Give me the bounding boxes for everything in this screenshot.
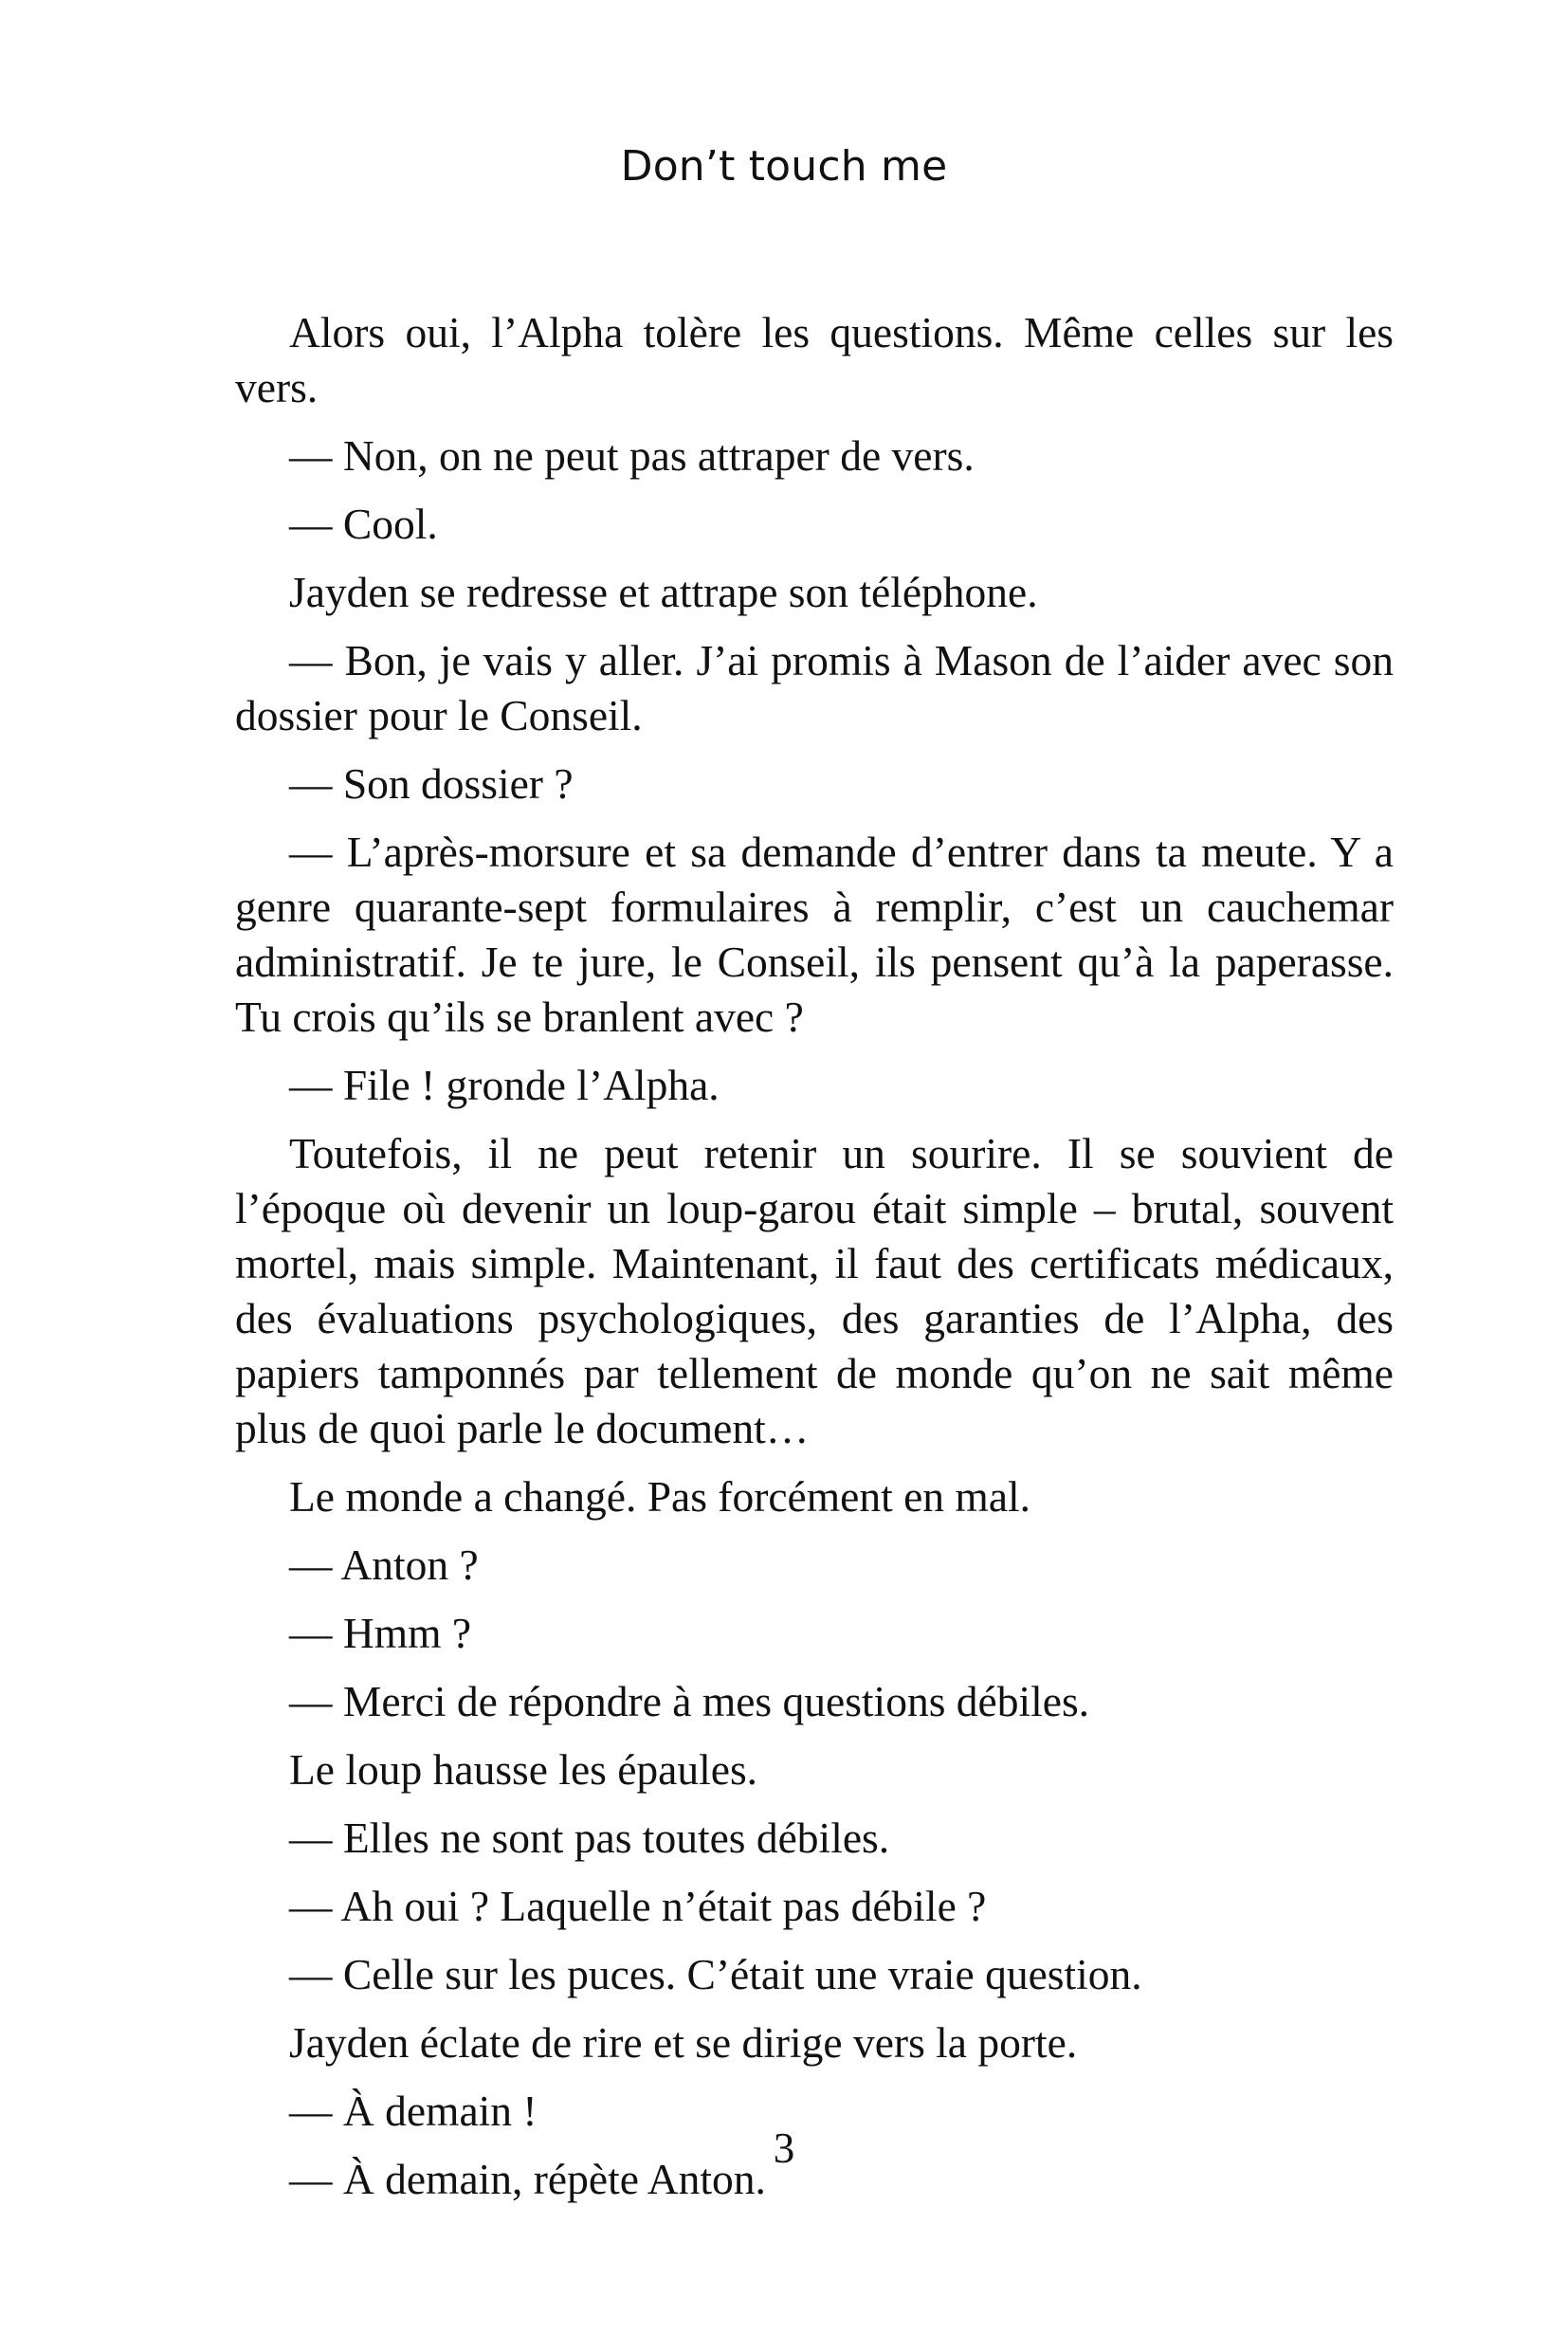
- body-text: [235, 305, 1394, 2220]
- paragraph: — Non, on ne peut pas attraper de vers.: [289, 431, 975, 480]
- paragraph: Alors oui, l’Alpha tolère les questions. Même celles sur les vers.: [235, 308, 1394, 411]
- paragraph: — Merci de répondre à mes questions débiles.: [289, 1677, 1090, 1725]
- paragraph: — Cool.: [289, 500, 438, 548]
- paragraph: — Anton ?: [289, 1541, 479, 1589]
- paragraph: Toutefois, il ne peut retenir un sourire. Il se souvient de l’époque où devenir un loup-garou était simple – brutal, souvent mortel, mais simple. Maintenant, il faut des certificats médicaux, des évaluations psychologiques, des garanties de l’Alpha, des papiers tamponnés par tellement de monde qu’on ne sait même plus de quoi parle le document…: [235, 1129, 1394, 1452]
- paragraph: — Son dossier ?: [289, 759, 574, 808]
- paragraph: — Elles ne sont pas toutes débiles.: [289, 1814, 890, 1862]
- page-number: 3: [773, 2124, 795, 2172]
- paragraph: — Ah oui ? Laquelle n’était pas débile ?: [289, 1882, 987, 1930]
- paragraph: Le monde a changé. Pas forcément en mal.: [289, 1472, 1031, 1521]
- paragraph: — À demain, répète Anton.: [289, 2155, 766, 2203]
- paragraph: Jayden éclate de rire et se dirige vers la porte.: [289, 2018, 1078, 2067]
- paragraph: — L’après-morsure et sa demande d’entrer dans ta meute. Y a genre quarante-sept formulaires à remplir, c’est un cauchemar administratif. Je te jure, le Conseil, ils pensent qu’à la paperasse. Tu crois qu’ils se branlent avec ?: [235, 828, 1394, 1041]
- paragraph: — Bon, je vais y aller. J’ai promis à Mason de l’aider avec son dossier pour le Conseil.: [235, 636, 1394, 739]
- paragraph: Jayden se redresse et attrape son téléphone.: [289, 568, 1038, 616]
- running-header-title: Don’t touch me: [620, 142, 948, 191]
- paragraph: — Hmm ?: [289, 1609, 472, 1657]
- paragraph: — À demain !: [289, 2087, 538, 2135]
- paragraph: — File ! gronde l’Alpha.: [289, 1061, 720, 1109]
- paragraph: — Celle sur les puces. C’était une vraie question.: [289, 1950, 1142, 1998]
- paragraph: Le loup hausse les épaules.: [289, 1745, 758, 1794]
